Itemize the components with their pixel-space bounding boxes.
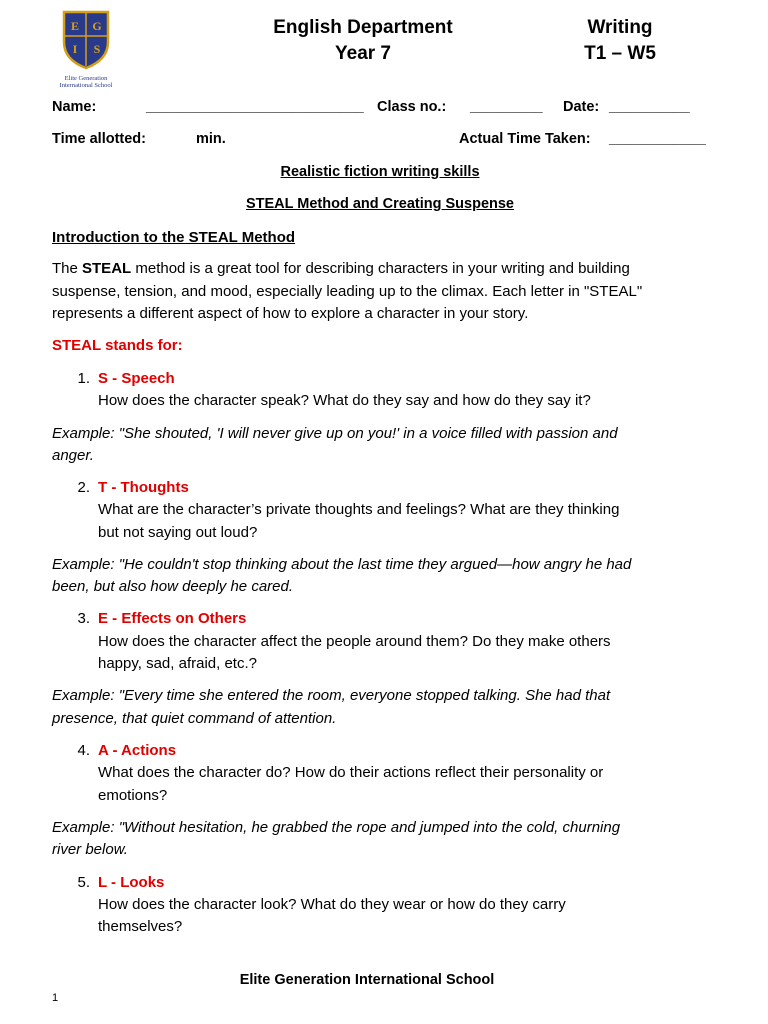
section-heading: Introduction to the STEAL Method bbox=[52, 229, 296, 246]
page-number: 1 bbox=[52, 992, 59, 1004]
intro-steal-bold: STEAL bbox=[82, 260, 132, 277]
subject-title: Writing bbox=[587, 17, 653, 38]
school-logo bbox=[50, 8, 122, 89]
item-2-heading: T - Thoughts bbox=[98, 479, 189, 496]
sub-title: STEAL Method and Creating Suspense bbox=[245, 196, 515, 212]
header-subject-block bbox=[560, 15, 680, 67]
item-2-question-2: but not saying out loud? bbox=[98, 524, 258, 541]
main-title: Realistic fiction writing skills bbox=[280, 164, 480, 180]
class-label: Class no.: bbox=[377, 99, 447, 115]
item-1-number: 1. bbox=[77, 370, 90, 387]
item-5-number: 5. bbox=[77, 874, 90, 891]
item-3-example-2: presence, that quiet command of attention. bbox=[52, 710, 337, 727]
term-week-title: T1 – W5 bbox=[584, 43, 656, 64]
item-1-heading: S - Speech bbox=[98, 370, 175, 387]
header-department-block bbox=[252, 15, 474, 67]
logo-caption-1: Elite Generation bbox=[64, 75, 108, 82]
intro-line-2: suspense, tension, and mood, especially leading up to the climax. Each letter in "STEAL" bbox=[52, 282, 643, 300]
logo-caption-2: International School bbox=[59, 82, 113, 89]
item-3-number: 3. bbox=[77, 610, 90, 627]
name-field[interactable]: ___________________________ bbox=[146, 99, 364, 115]
intro-line-1-rest: method is a great tool for describing characters in your writing and building bbox=[131, 260, 630, 277]
item-1-example-2: anger. bbox=[52, 447, 94, 464]
item-4-example-1: Example: "Without hesitation, he grabbed the rope and jumped into the cold, churning bbox=[52, 819, 621, 836]
item-4-number: 4. bbox=[77, 742, 90, 759]
item-1-question-1: How does the character speak? What do they say and how do they say it? bbox=[98, 392, 591, 409]
item-2-example-1: Example: "He couldn't stop thinking about the last time they argued—how angry he had bbox=[52, 556, 632, 573]
item-2-number: 2. bbox=[77, 479, 90, 496]
school-crest-icon bbox=[50, 8, 122, 70]
footer-school-name: Elite Generation International School bbox=[239, 972, 495, 988]
item-4-example-2: river below. bbox=[52, 841, 128, 858]
item-5-question-1: How does the character look? What do they wear or how do they carry bbox=[98, 896, 566, 913]
date-field[interactable]: __________ bbox=[609, 99, 690, 115]
item-4-question-1: What does the character do? How do their actions reflect their personality or bbox=[98, 764, 604, 781]
item-3-heading: E - Effects on Others bbox=[98, 610, 247, 627]
intro-line-1 bbox=[52, 258, 752, 281]
class-field[interactable]: _________ bbox=[470, 99, 543, 115]
svg-text:I: I bbox=[72, 42, 78, 56]
svg-text:E: E bbox=[70, 19, 80, 33]
svg-text:S: S bbox=[93, 42, 101, 56]
intro-line-3: represents a different aspect of how to explore a character in your story. bbox=[52, 305, 529, 322]
svg-text:G: G bbox=[92, 19, 102, 33]
name-label: Name: bbox=[52, 99, 97, 115]
date-label: Date: bbox=[563, 99, 600, 115]
year-title: Year 7 bbox=[335, 43, 391, 64]
item-2-question-1: What are the character’s private thoughts and feelings? What are they thinking bbox=[98, 501, 620, 518]
time-unit: min. bbox=[196, 131, 226, 147]
item-3-question-2: happy, sad, afraid, etc.? bbox=[98, 655, 257, 672]
intro-pre: The bbox=[52, 260, 83, 277]
steal-stands-for: STEAL stands for: bbox=[52, 337, 183, 354]
item-5-question-2: themselves? bbox=[98, 918, 183, 935]
item-1-example-1: Example: "She shouted, 'I will never give up on you!' in a voice filled with passion and bbox=[52, 425, 618, 442]
item-5-heading: L - Looks bbox=[98, 874, 165, 891]
time-allotted-label: Time allotted: bbox=[52, 131, 146, 147]
item-2-example-2: been, but also how deeply he cared. bbox=[52, 578, 294, 595]
item-3-question-1: How does the character affect the people around them? Do they make others bbox=[98, 633, 611, 650]
actual-time-label: Actual Time Taken: bbox=[459, 131, 591, 147]
actual-time-field[interactable]: ____________ bbox=[609, 131, 706, 147]
item-4-heading: A - Actions bbox=[98, 742, 177, 759]
item-4-question-2: emotions? bbox=[98, 787, 168, 804]
department-title: English Department bbox=[273, 17, 453, 38]
item-3-example-1: Example: "Every time she entered the room, everyone stopped talking. She had that bbox=[52, 687, 611, 704]
intro-paragraph bbox=[52, 258, 752, 326]
